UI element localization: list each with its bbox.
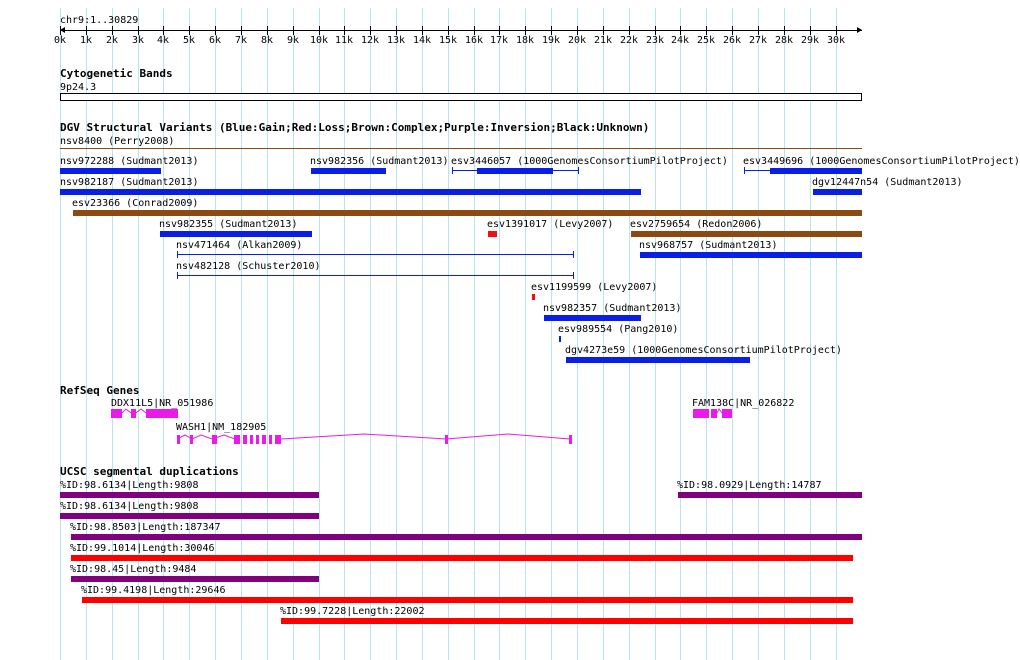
ruler-tick [422,26,423,35]
ruler-tick-label: 4k [156,35,170,46]
dgv-label-esv1199599[interactable]: esv1199599 (Levy2007) [531,282,658,293]
ruler-tick [525,26,526,35]
dgv-label-esv23366[interactable]: esv23366 (Conrad2009) [72,198,199,209]
segdup-label-1[interactable]: %ID:98.6134|Length:9808 [60,480,199,491]
cytoband-bar[interactable] [60,93,862,101]
ruler-tick-label: 2k [105,35,119,46]
track-title-segdup: UCSC segmental duplications [60,465,239,478]
grid-line [758,8,759,660]
dgv-label-esv989554[interactable]: esv989554 (Pang2010) [558,324,679,335]
ruler-tick [370,26,371,35]
ruler-tick [215,26,216,35]
segdup-bar-5[interactable] [71,555,853,561]
dgv-bar-esv989554[interactable] [559,336,561,342]
dgv-bar-nsv982356[interactable] [311,168,386,174]
grid-line [784,8,785,660]
segdup-bar-6[interactable] [71,576,319,582]
ruler-tick-label: 20k [567,35,587,46]
dgv-label-esv2759654[interactable]: esv2759654 (Redon2006) [630,219,763,230]
ruler-tick-label: 22k [619,35,639,46]
ruler-tick-label: 14k [412,35,432,46]
grid-line [474,8,475,660]
segdup-bar-7[interactable] [82,597,853,603]
ruler-line [60,30,862,31]
locus-label: chr9:1..30829 [60,15,139,26]
dgv-label-nsv982355[interactable]: nsv982355 (Sudmant2013) [159,219,298,230]
ruler-right-arrow [857,27,862,33]
ruler-tick [784,26,785,35]
ruler-tick-label: 9k [286,35,300,46]
ruler-tick-label: 19k [541,35,561,46]
grid-line [810,8,811,660]
ruler-tick [810,26,811,35]
dgv-label-nsv968757[interactable]: nsv968757 (Sudmant2013) [639,240,778,251]
ruler-tick-label: 0k [53,35,67,46]
dgv-label-nsv471464[interactable]: nsv471464 (Alkan2009) [176,240,303,251]
segdup-bar-1[interactable] [60,492,319,498]
ruler-tick [680,26,681,35]
grid-line [732,8,733,660]
ruler-tick [732,26,733,35]
ruler-tick [189,26,190,35]
ruler-tick [577,26,578,35]
ruler-tick-label: 3k [131,35,145,46]
ruler-tick-label: 27k [748,35,768,46]
grid-line [86,8,87,660]
dgv-bar-esv1391017[interactable] [488,231,497,237]
ruler-tick [551,26,552,35]
ruler-tick-label: 8k [260,35,274,46]
segdup-bar-8[interactable] [281,618,853,624]
dgv-label-nsv8400[interactable]: nsv8400 (Perry2008) [60,136,175,147]
ruler-tick [836,26,837,35]
dgv-bar-nsv8400[interactable] [60,148,862,149]
grid-line [525,8,526,660]
ruler-tick-label: 10k [309,35,329,46]
segdup-bar-3[interactable] [60,513,319,519]
ruler-tick-label: 17k [489,35,509,46]
ruler-tick-label: 13k [386,35,406,46]
dgv-bar-nsv982187[interactable] [60,189,641,195]
grid-line [499,8,500,660]
ruler-tick [706,26,707,35]
grid-line [448,8,449,660]
ruler-tick [138,26,139,35]
ruler-tick-label: 15k [438,35,458,46]
dgv-label-nsv972288[interactable]: nsv972288 (Sudmant2013) [60,156,199,167]
ruler-tick [758,26,759,35]
ruler-tick-label: 28k [774,35,794,46]
ruler-tick [499,26,500,35]
ruler-tick [474,26,475,35]
dgv-bar-nsv982355[interactable] [160,231,312,237]
dgv-label-nsv982357[interactable]: nsv982357 (Sudmant2013) [543,303,682,314]
grid-line [836,8,837,660]
segdup-label-6[interactable]: %ID:98.45|Length:9484 [70,564,197,575]
grid-line [163,8,164,660]
ruler-tick [319,26,320,35]
track-title-refseq: RefSeq Genes [60,384,140,397]
gene-label-ddx11l5[interactable]: DDX11L5|NR_051986 [111,398,214,409]
dgv-bar-nsv968757[interactable] [640,252,862,258]
ruler-tick [112,26,113,35]
segdup-label-5[interactable]: %ID:99.1014|Length:30046 [70,543,215,554]
ruler-tick-label: 26k [722,35,742,46]
ruler-tick-label: 23k [645,35,665,46]
segdup-label-4[interactable]: %ID:98.8503|Length:187347 [70,522,221,533]
ruler-tick [396,26,397,35]
ruler-tick-label: 6k [208,35,222,46]
track-title-dgv: DGV Structural Variants (Blue:Gain;Red:Loss;Brown:Complex;Purple:Inversion;Black:Unknown) [60,121,650,134]
ruler-tick-label: 24k [670,35,690,46]
track-title-cytoband: Cytogenetic Bands [60,67,173,80]
grid-line [215,8,216,660]
dgv-bar-dgv12447n54[interactable] [813,189,862,195]
ruler-tick-label: 12k [360,35,380,46]
dgv-bar-nsv982357[interactable] [544,315,641,321]
grid-line [189,8,190,660]
ruler-tick-label: 11k [334,35,354,46]
ruler-tick [267,26,268,35]
ruler-tick [629,26,630,35]
grid-line [370,8,371,660]
grid-line [396,8,397,660]
gene-label-wash1[interactable]: WASH1|NM_182905 [176,422,267,433]
dgv-bar-esv1199599[interactable] [532,294,535,300]
segdup-label-8[interactable]: %ID:99.7228|Length:22002 [280,606,425,617]
dgv-label-nsv982187[interactable]: nsv982187 (Sudmant2013) [60,177,199,188]
dgv-label-esv1391017[interactable]: esv1391017 (Levy2007) [487,219,614,230]
dgv-label-dgv4273e59[interactable]: dgv4273e59 (1000GenomesConsortiumPilotProject) [565,345,842,356]
dgv-label-dgv12447n54[interactable]: dgv12447n54 (Sudmant2013) [812,177,963,188]
grid-line [344,8,345,660]
ruler-tick-label: 29k [800,35,820,46]
ruler-tick [603,26,604,35]
dgv-label-nsv982356[interactable]: nsv982356 (Sudmant2013) [310,156,449,167]
dgv-bar-nsv972288[interactable] [60,168,161,174]
ruler-tick [86,26,87,35]
grid-line [706,8,707,660]
grid-line [112,8,113,660]
ruler-tick-label: 21k [593,35,613,46]
ruler-tick [344,26,345,35]
ruler-tick-label: 5k [182,35,196,46]
dgv-bar-esv23366[interactable] [73,210,862,216]
dgv-label-nsv482128[interactable]: nsv482128 (Schuster2010) [176,261,321,272]
segdup-label-7[interactable]: %ID:99.4198|Length:29646 [81,585,226,596]
cytoband-label: 9p24.3 [60,82,97,93]
dgv-bar-esv2759654[interactable] [631,231,862,237]
dgv-label-esv3449696[interactable]: esv3449696 (1000GenomesConsortiumPilotProject) [743,156,1020,167]
ruler-tick [655,26,656,35]
ruler-tick [60,26,61,35]
segdup-label-3[interactable]: %ID:98.6134|Length:9808 [60,501,199,512]
dgv-bar-dgv4273e59[interactable] [566,357,750,363]
ruler-tick [448,26,449,35]
grid-line [551,8,552,660]
grid-line [319,8,320,660]
segdup-label-2[interactable]: %ID:98.0929|Length:14787 [677,480,822,491]
ruler-tick-label: 30k [826,35,846,46]
dgv-label-esv3446057[interactable]: esv3446057 (1000GenomesConsortiumPilotProject) [451,156,728,167]
ruler-tick [241,26,242,35]
grid-line [680,8,681,660]
grid-line [293,8,294,660]
ruler-tick-label: 18k [515,35,535,46]
gene-label-fam138c[interactable]: FAM138C|NR_026822 [692,398,795,409]
segdup-bar-2[interactable] [678,492,862,498]
ruler-tick-label: 16k [464,35,484,46]
ruler-tick [293,26,294,35]
grid-line [422,8,423,660]
ruler-tick [163,26,164,35]
grid-line [60,8,61,660]
grid-line [267,8,268,660]
grid-line [241,8,242,660]
segdup-bar-4[interactable] [71,534,862,540]
ruler-tick-label: 7k [234,35,248,46]
ruler-tick-label: 25k [696,35,716,46]
grid-line [138,8,139,660]
ruler-tick-label: 1k [79,35,93,46]
